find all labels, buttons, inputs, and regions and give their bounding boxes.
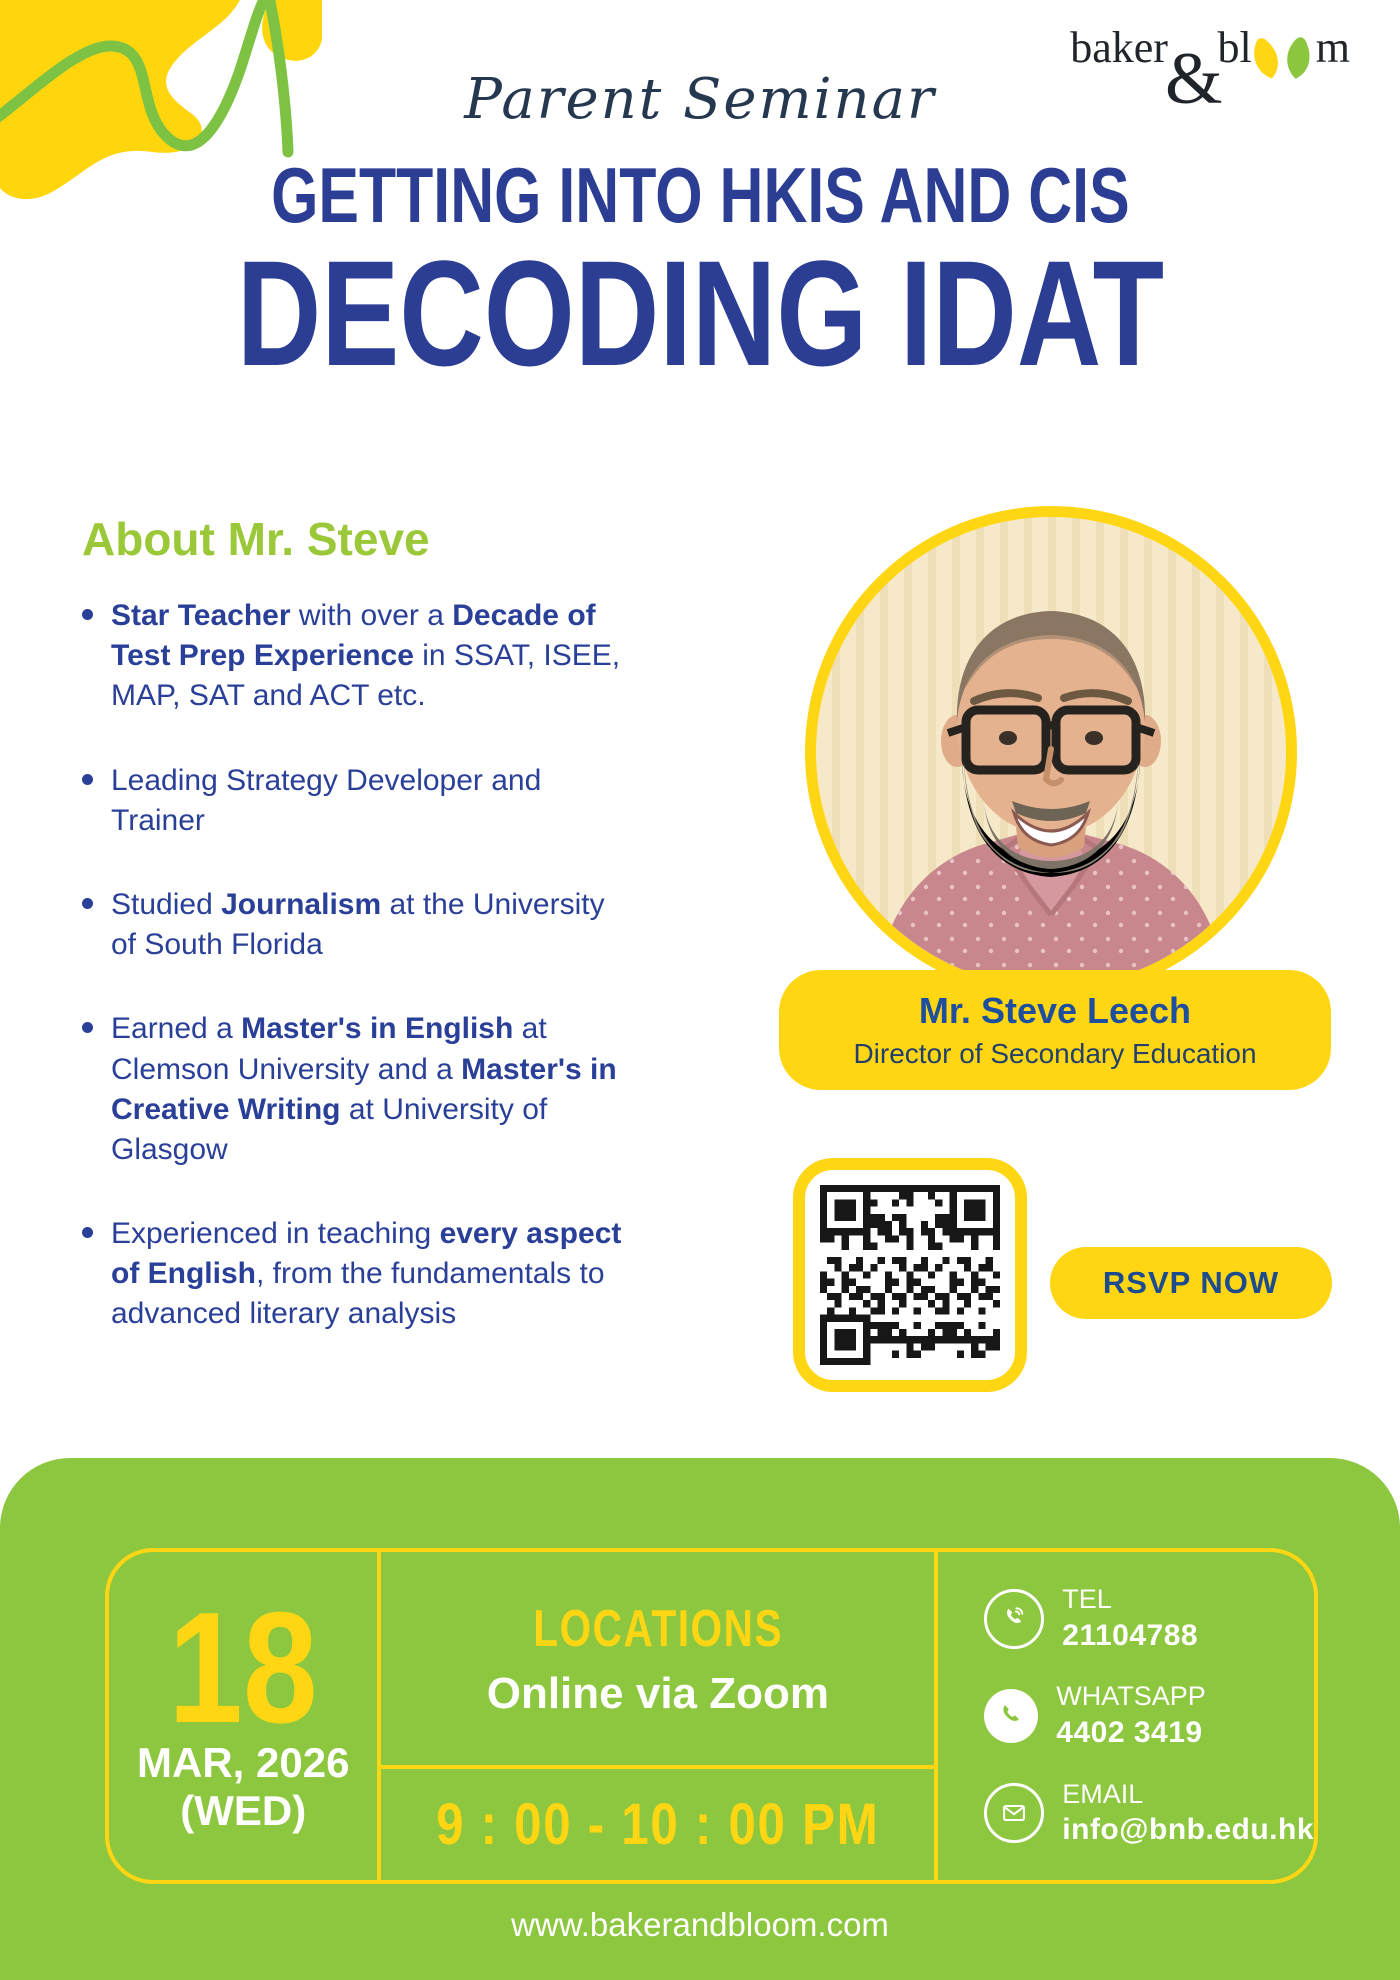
- bullet-dot: [82, 609, 93, 620]
- speaker-role: Director of Secondary Education: [853, 1038, 1257, 1069]
- website-link[interactable]: www.bakerandbloom.com: [511, 1906, 889, 1943]
- logo-text-m: m: [1315, 23, 1350, 72]
- speaker-name: Mr. Steve Leech: [918, 990, 1192, 1031]
- speaker-name-badge: [779, 970, 1331, 1090]
- logo-text-baker: baker: [1070, 23, 1168, 72]
- event-info-panel: [0, 1458, 1400, 1980]
- event-weekday: (WED): [180, 1787, 307, 1835]
- about-heading: About Mr. Steve: [82, 513, 430, 565]
- time-cell: [381, 1769, 934, 1880]
- tel-label: TEL: [1062, 1584, 1112, 1615]
- event-time: 9 : 00 - 10 : 00 PM: [436, 1792, 880, 1857]
- about-bullet-list: [82, 596, 630, 1335]
- speaker-portrait-photo: [805, 506, 1297, 998]
- bullet-dot: [82, 1227, 93, 1238]
- logo-text-bl: bl: [1217, 23, 1252, 72]
- whatsapp-value: 4402 3419: [1056, 1716, 1203, 1750]
- bullet-dot: [82, 1022, 93, 1033]
- whatsapp-icon: [984, 1689, 1038, 1743]
- qr-code[interactable]: [793, 1158, 1027, 1392]
- event-info-table: [105, 1548, 1318, 1884]
- location-cell: [381, 1552, 934, 1769]
- header-block: [0, 0, 1400, 397]
- event-day: 18: [168, 1579, 318, 1756]
- about-bullet-2: Leading Strategy Developer and Trainer: [82, 761, 630, 841]
- location-time-cell: [381, 1552, 938, 1880]
- date-cell: [109, 1552, 381, 1880]
- about-bullet-3: Studied Journalism at the University of South Florida: [82, 885, 630, 965]
- tel-value: 21104788: [1062, 1618, 1199, 1652]
- about-bullet-1: Star Teacher with over a Decade of Test Prep Experience in SSAT, ISEE, MAP, SAT and ACT etc.: [82, 596, 630, 717]
- contact-cell: [938, 1552, 1314, 1880]
- about-bullet-4: Earned a Master's in English at Clemson University and a Master's in Creative Writing at University of Glasgow: [82, 1009, 630, 1170]
- location-value: Online via Zoom: [486, 1668, 829, 1718]
- whatsapp-label: WHATSAPP: [1056, 1681, 1206, 1712]
- contact-row-email: [984, 1778, 1314, 1849]
- poster-title-line1: GETTING INTO HKIS AND CIS: [270, 151, 1130, 239]
- poster-title-line2: DECODING IDAT: [236, 229, 1164, 397]
- script-subtitle: Parent Seminar: [464, 67, 936, 132]
- rsvp-now-button[interactable]: RSVP NOW: [1050, 1247, 1332, 1319]
- email-icon: [984, 1783, 1044, 1843]
- email-label: EMAIL: [1062, 1778, 1144, 1809]
- logo-ampersand: &: [1164, 38, 1223, 120]
- contact-row-whatsapp: [984, 1680, 1314, 1751]
- contact-row-tel: [984, 1583, 1314, 1654]
- about-bullet-5: Experienced in teaching every aspect of English, from the fundamentals to advanced literary analysis: [82, 1214, 630, 1335]
- about-section: [82, 512, 630, 1379]
- bullet-dot: [82, 774, 93, 785]
- locations-label: LOCATIONS: [532, 1599, 783, 1658]
- bullet-dot: [82, 898, 93, 909]
- email-value: info@bnb.edu.hk: [1062, 1813, 1314, 1847]
- event-month-year: MAR, 2026: [137, 1738, 350, 1786]
- phone-icon: [984, 1589, 1044, 1649]
